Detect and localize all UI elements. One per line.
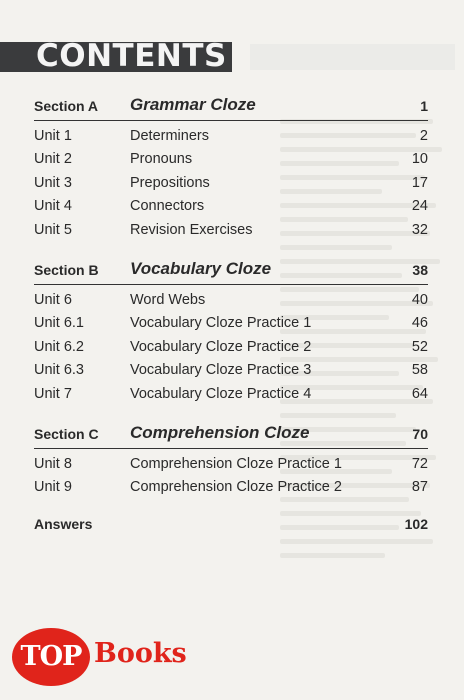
spacer	[34, 406, 428, 418]
unit-number: Unit 4	[34, 198, 72, 215]
unit-page: 46	[411, 315, 428, 332]
unit-page: 24	[411, 198, 428, 215]
toc-row[interactable]	[34, 172, 428, 195]
unit-title: Comprehension Cloze Practice 2	[130, 479, 342, 496]
toc-row[interactable]	[34, 312, 428, 335]
unit-number: Unit 9	[34, 479, 72, 496]
unit-title: Word Webs	[130, 291, 206, 308]
section-label: Section A	[34, 98, 99, 114]
unit-title: Vocabulary Cloze Practice 1	[130, 315, 312, 332]
unit-title: Prepositions	[130, 174, 210, 191]
section-page: 70	[412, 425, 428, 442]
section-title: Vocabulary Cloze	[130, 258, 272, 278]
unit-number: Unit 6	[34, 291, 72, 308]
unit-page: 64	[411, 385, 428, 402]
section-label: Section C	[34, 425, 99, 442]
unit-page: 52	[411, 338, 428, 355]
unit-page: 87	[411, 479, 428, 496]
toc-row[interactable]	[34, 359, 428, 382]
unit-title: Revision Exercises	[130, 221, 253, 238]
section-title: Grammar Cloze	[130, 95, 256, 114]
section-label: Section B	[34, 261, 99, 278]
spacer	[34, 242, 428, 254]
unit-number: Unit 5	[34, 221, 72, 238]
unit-page: 72	[411, 455, 428, 472]
section-title: Comprehension Cloze	[130, 422, 310, 442]
section-a-header[interactable]	[34, 90, 428, 121]
reverse-banner-bleed	[250, 44, 455, 70]
toc-row[interactable]	[34, 336, 428, 359]
unit-number: Unit 1	[34, 128, 72, 144]
toc-row[interactable]	[34, 476, 428, 499]
unit-number: Unit 8	[34, 455, 72, 472]
section-b-header[interactable]	[34, 254, 428, 285]
watermark-badge: TOP	[12, 628, 90, 686]
unit-number: Unit 6.3	[34, 362, 84, 379]
spacer	[34, 500, 428, 512]
topbooks-watermark-logo	[12, 628, 202, 686]
answers-page: 102	[404, 515, 428, 532]
toc-row[interactable]	[34, 219, 428, 242]
table-of-contents	[34, 90, 428, 536]
page-title: CONTENTS	[36, 38, 227, 74]
unit-title: Comprehension Cloze Practice 1	[130, 455, 342, 472]
unit-title: Connectors	[130, 198, 205, 215]
watermark-text: Books	[94, 638, 187, 669]
unit-number: Unit 6.2	[34, 338, 84, 355]
section-page: 38	[412, 261, 428, 278]
unit-title: Vocabulary Cloze Practice 4	[130, 385, 312, 402]
toc-row[interactable]	[34, 125, 428, 148]
unit-page: 10	[411, 151, 428, 168]
unit-number: Unit 3	[34, 174, 72, 191]
answers-label: Answers	[34, 515, 93, 532]
unit-title: Vocabulary Cloze Practice 3	[130, 362, 312, 379]
unit-number: Unit 7	[34, 385, 72, 402]
unit-page: 58	[411, 362, 428, 379]
unit-page: 40	[411, 291, 428, 308]
unit-page: 2	[419, 128, 428, 144]
toc-row[interactable]	[34, 148, 428, 171]
unit-page: 32	[411, 221, 428, 238]
unit-title: Pronouns	[130, 151, 193, 168]
toc-row[interactable]	[34, 195, 428, 218]
unit-number: Unit 2	[34, 151, 72, 168]
toc-row[interactable]	[34, 289, 428, 312]
section-c-header[interactable]	[34, 418, 428, 449]
unit-title: Determiners	[130, 128, 209, 144]
unit-number: Unit 6.1	[34, 315, 84, 332]
unit-page: 17	[411, 174, 428, 191]
toc-row[interactable]	[34, 453, 428, 476]
unit-title: Vocabulary Cloze Practice 2	[130, 338, 312, 355]
toc-row[interactable]	[34, 383, 428, 406]
answers-entry[interactable]	[34, 512, 428, 536]
section-page: 1	[420, 98, 428, 114]
